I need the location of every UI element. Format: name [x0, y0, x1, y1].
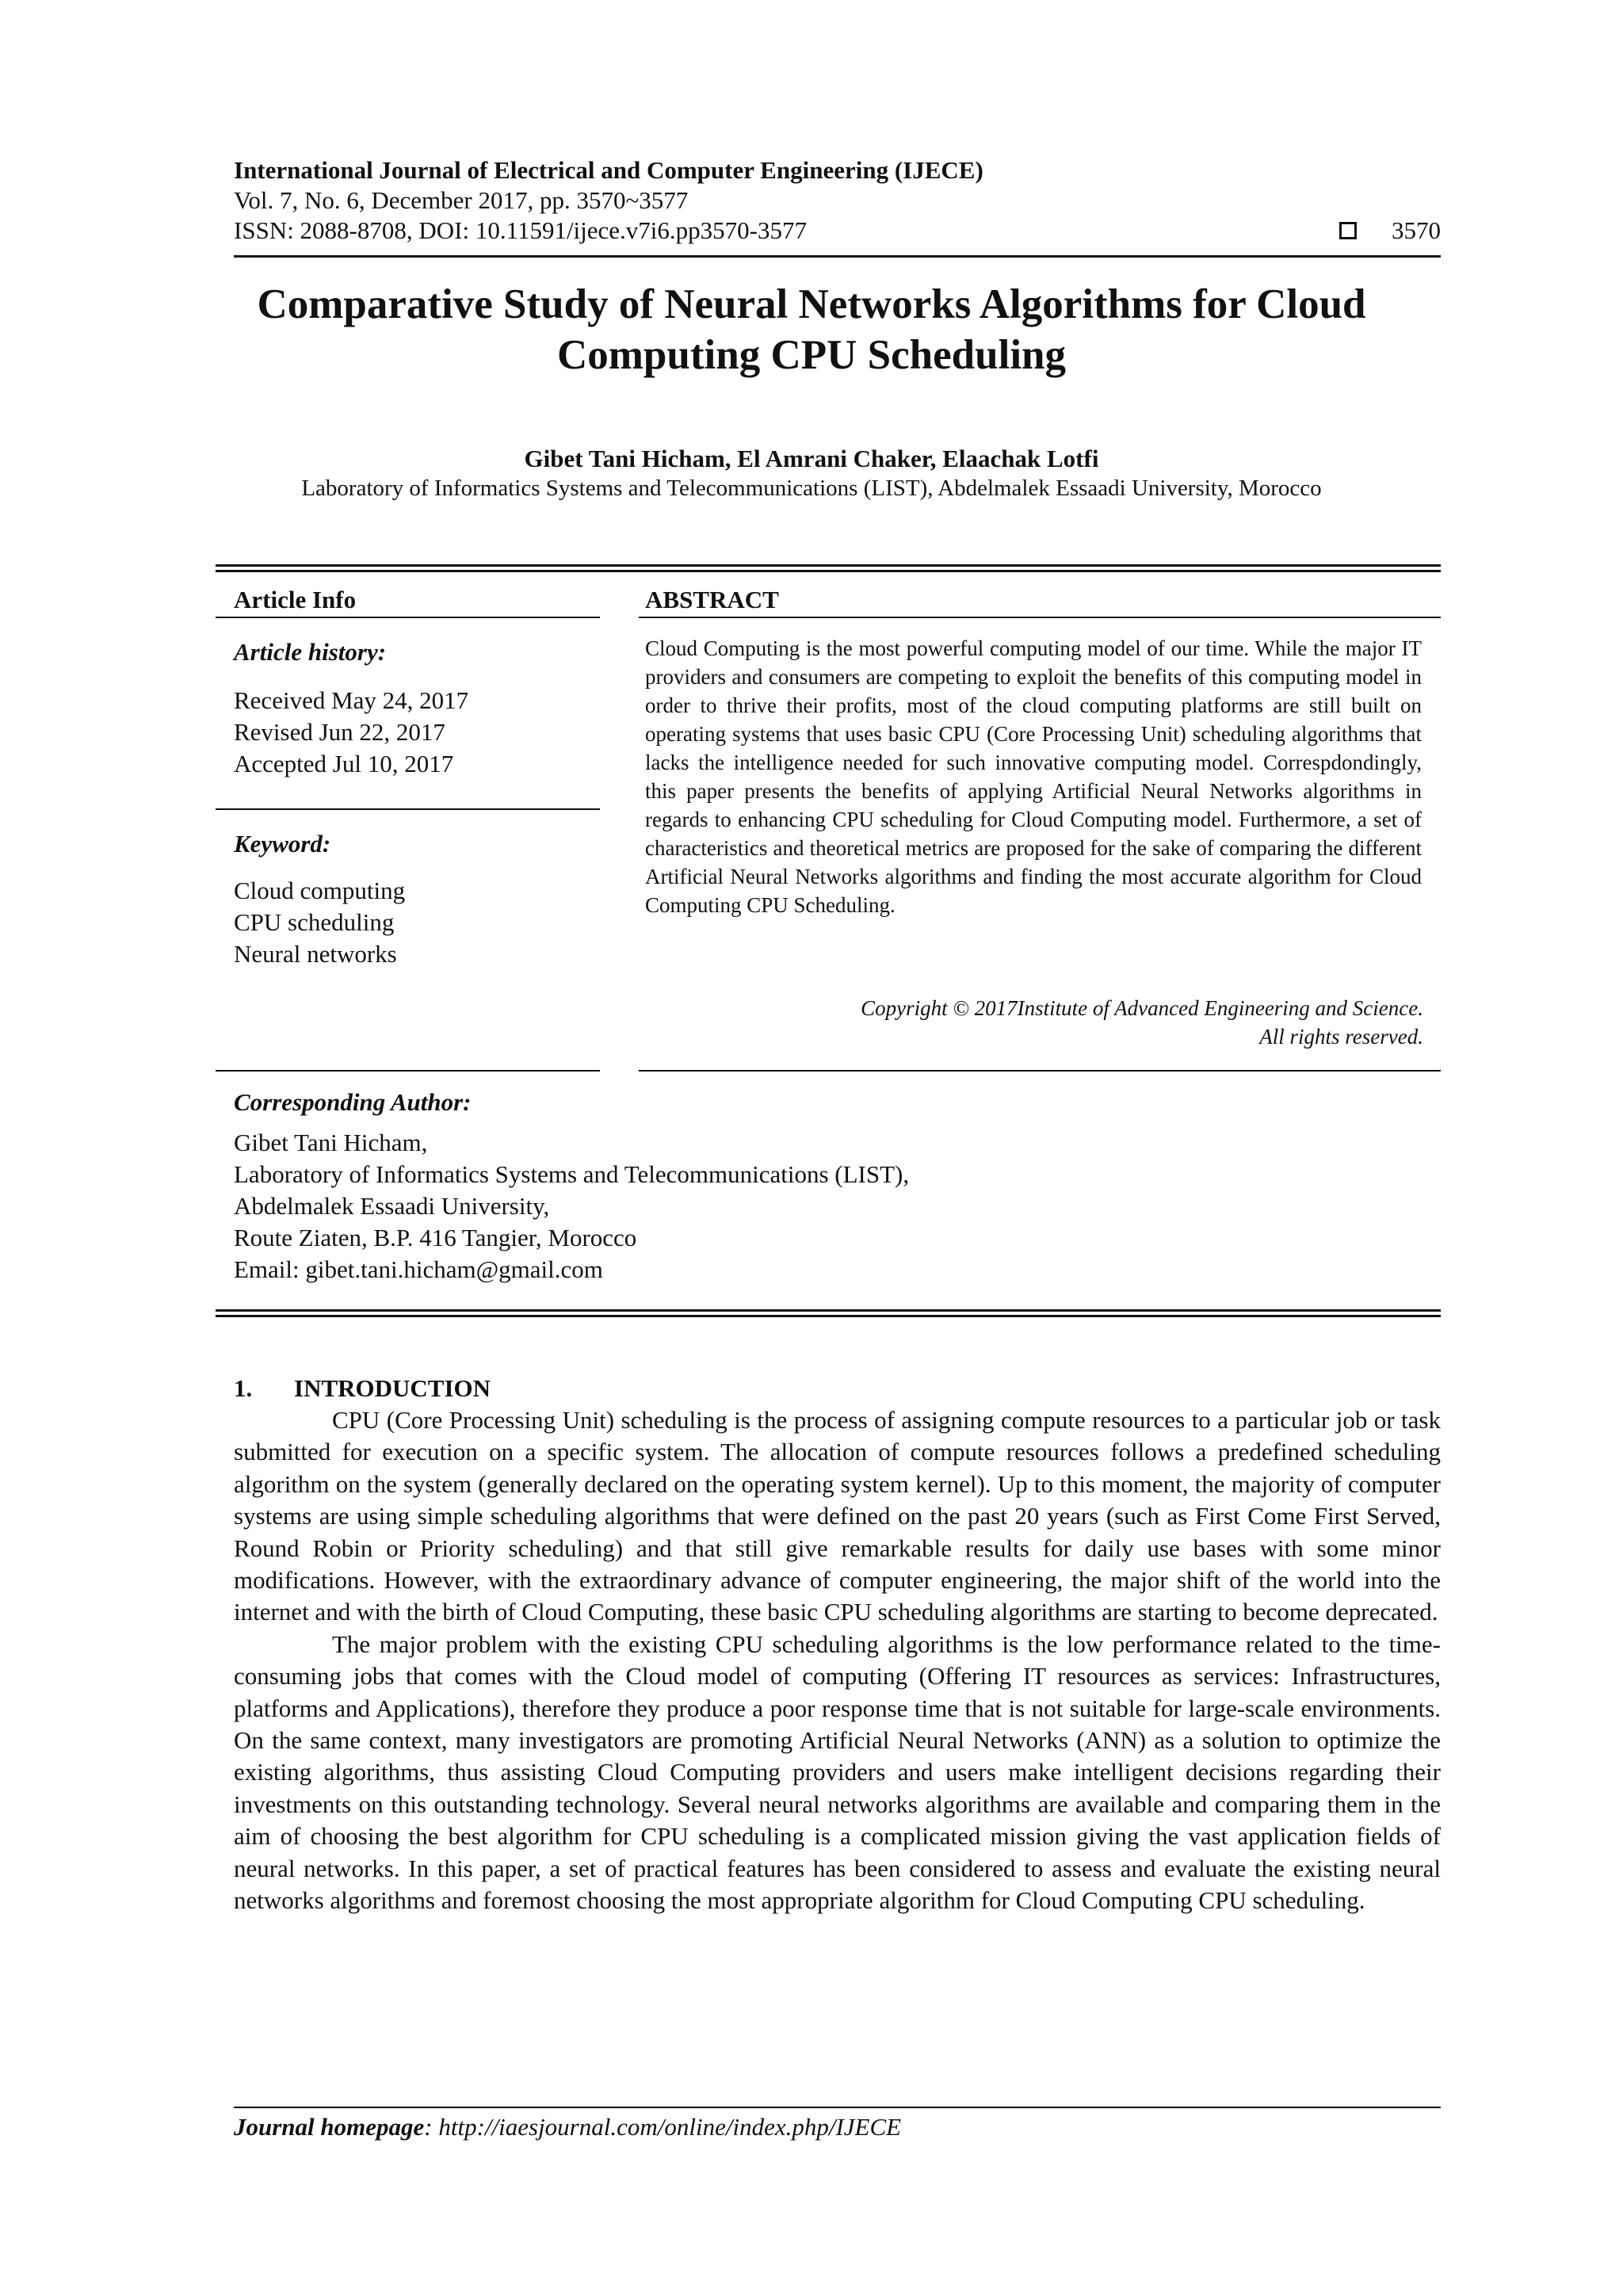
history-keyword-rule	[216, 808, 600, 810]
corresponding-author-address: Route Ziaten, B.P. 416 Tangier, Morocco	[234, 1224, 637, 1251]
section-title: INTRODUCTION	[294, 1374, 491, 1402]
corresponding-author-email: Email: gibet.tani.hicham@gmail.com	[234, 1255, 603, 1283]
author-affiliation: Laboratory of Informatics Systems and Telecommunications (LIST), Abdelmalek Essaadi University, Morocco	[301, 476, 1322, 501]
keyword-heading: Keyword:	[234, 830, 331, 858]
journal-name: International Journal of Electrical and Computer Engineering (IJECE)	[234, 156, 983, 184]
accepted-date: Accepted Jul 10, 2017	[234, 750, 454, 777]
author-list: Gibet Tani Hicham, El Amrani Chaker, Elaachak Lotfi	[524, 445, 1099, 472]
journal-homepage: Journal homepage: http://iaesjournal.com/online/index.php/IJECE	[234, 2113, 902, 2141]
homepage-url[interactable]: http://iaesjournal.com/online/index.php/IJECE	[438, 2113, 902, 2141]
abstract-text: Cloud Computing is the most powerful computing model of our time. While the major IT providers and consumers are competing to exploit the benefits of this computing model in order to thrive their profits, most of the cloud computing platforms are still built on operating systems that uses basic CPU (Core Processing Unit) scheduling algorithms that lacks the intelligence needed for such innovative computing model. Correspdondingly, this paper presents the benefits of applying Artificial Neural Networks algorithms in regards to enhancing CPU scheduling for Cloud Computing model. Furthermore, a set of characteristics and theoretical metrics are proposed for the sake of comparing the different Artificial Neural Networks algorithms and finding the most accurate algorithm for Cloud Computing CPU Scheduling.	[645, 636, 1422, 917]
abstract-rule	[639, 617, 1441, 618]
copyright-notice	[861, 994, 1423, 1051]
keyword-item: CPU scheduling	[234, 908, 395, 936]
paragraph: The major problem with the existing CPU scheduling algorithms is the low performance related to the time-consuming jobs that comes with the Cloud model of computing (Offering IT resources as services: Infrastructures, platforms and Applications), therefore they produce a poor response time that is not suitable for large-scale environments. On the same context, many investigators are promoting Artificial Neural Networks (ANN) as a solution to optimize the existing algorithms, thus assisting Cloud Computing providers and users make intelligent decisions regarding their investments on this outstanding technology. Several neural networks algorithms are available and comparing them in the aim of choosing the best algorithm for CPU scheduling is a complicated mission giving the vast application fields of neural networks. In this paper, a set of practical features has been considered to assess and evaluate the existing neural networks algorithms and foremost choosing the most appropriate algorithm for Cloud Computing CPU scheduling.	[234, 1629, 1441, 1915]
page-number-block	[1339, 216, 1441, 246]
square-bullet-icon	[1339, 222, 1357, 239]
revised-date: Revised Jun 22, 2017	[234, 718, 445, 746]
article-info-heading: Article Info	[234, 586, 357, 613]
abstract-heading: ABSTRACT	[645, 586, 779, 613]
paragraph: CPU (Core Processing Unit) scheduling is the process of assigning compute resources to a particular job or task submitted for execution on a specific system. The allocation of compute resources follows a predefined scheduling algorithm on the system (generally declared on the operating system kernel). Up to this moment, the majority of computer systems are using simple scheduling algorithms that were defined on the past 20 years (such as First Come First Served, Round Robin or Priority scheduling) and that still give remarkable results for daily use bases with some minor modifications. However, with the extraordinary advance of computer engineering, the major shift of the world into the internet and with the birth of Cloud Computing, these basic CPU scheduling algorithms are starting to become deprecated.	[234, 1406, 1441, 1626]
introduction-body	[234, 1404, 1441, 1917]
abstract-bottom-rule	[639, 1070, 1441, 1072]
article-history-heading: Article history:	[234, 638, 387, 666]
paper-title-line-2: Computing CPU Scheduling	[556, 332, 1067, 378]
section-heading-introduction	[234, 1373, 491, 1404]
page-number: 3570	[1392, 216, 1441, 244]
info-box-bottom-rule	[216, 1309, 1441, 1312]
copyright-line-1: Copyright © 2017Institute of Advanced Engineering and Science.	[861, 996, 1423, 1020]
paper-title-line-1: Comparative Study of Neural Networks Algorithms for Cloud	[257, 281, 1366, 327]
copyright-line-2: All rights reserved.	[1259, 1025, 1423, 1049]
paper-title	[0, 279, 1623, 380]
homepage-label: Journal homepage	[234, 2113, 425, 2141]
info-box-top-rule	[216, 564, 1441, 567]
corresponding-author-details	[234, 1127, 909, 1286]
keyword-list	[234, 875, 405, 970]
keyword-item: Neural networks	[234, 940, 397, 968]
article-info-rule	[216, 617, 600, 618]
article-info-bottom-rule	[216, 1070, 600, 1072]
corresponding-author-heading: Corresponding Author:	[234, 1088, 472, 1116]
header-divider	[234, 255, 1441, 258]
corresponding-author-name: Gibet Tani Hicham,	[234, 1129, 428, 1156]
corresponding-author-university: Abdelmalek Essaadi University,	[234, 1192, 550, 1220]
article-history-dates	[234, 685, 468, 780]
footer-divider	[234, 2107, 1441, 2108]
corresponding-author-lab: Laboratory of Informatics Systems and Telecommunications (LIST),	[234, 1160, 910, 1188]
received-date: Received May 24, 2017	[234, 686, 469, 714]
journal-volume: Vol. 7, No. 6, December 2017, pp. 3570~3577	[234, 186, 689, 214]
keyword-item: Cloud computing	[234, 877, 406, 904]
section-number: 1.	[234, 1374, 253, 1402]
journal-issn-doi: ISSN: 2088-8708, DOI: 10.11591/ijece.v7i6.pp3570-3577	[234, 216, 807, 244]
